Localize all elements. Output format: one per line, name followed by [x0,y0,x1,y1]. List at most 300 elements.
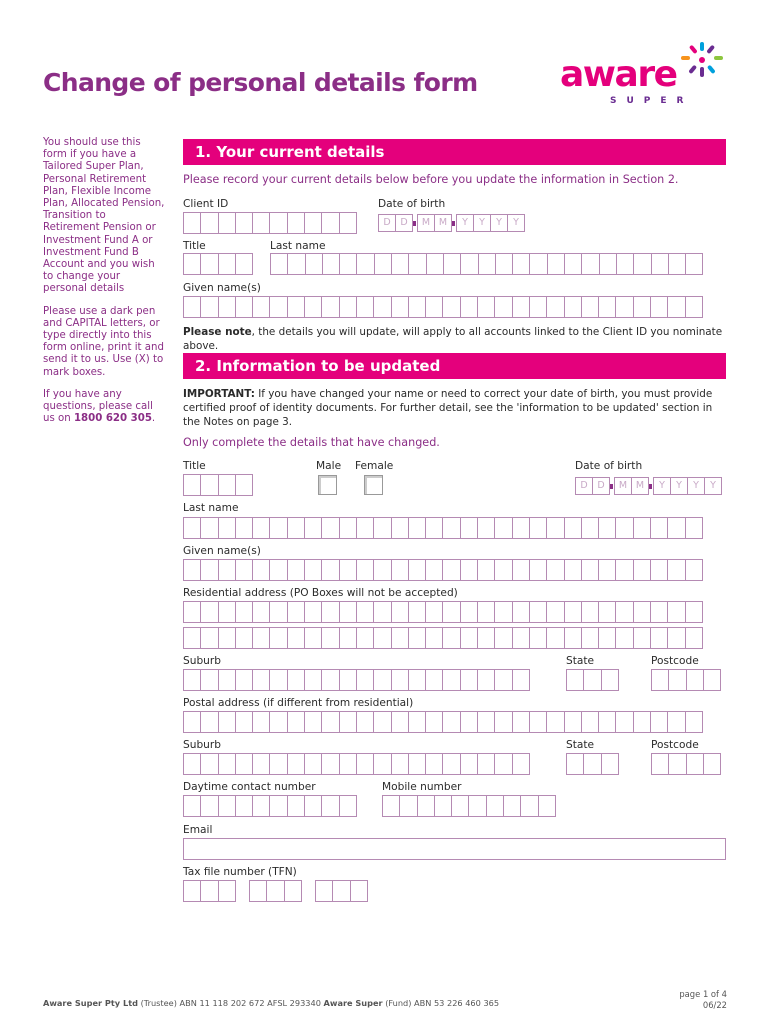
female-checkbox[interactable] [364,475,383,495]
char-box[interactable] [235,517,253,539]
char-box[interactable] [442,669,460,691]
char-box[interactable] [304,212,322,234]
dob-char-box[interactable]: Y [473,214,491,232]
char-box[interactable] [269,601,287,623]
char-box[interactable] [425,601,443,623]
char-box[interactable] [486,795,504,817]
char-box[interactable] [494,669,512,691]
char-box[interactable] [356,669,374,691]
char-box[interactable] [685,253,703,275]
char-box[interactable] [408,601,426,623]
char-box[interactable] [460,627,478,649]
char-box[interactable] [633,296,651,318]
char-box[interactable] [546,601,564,623]
char-box[interactable] [183,795,201,817]
char-box[interactable] [304,517,322,539]
char-box[interactable] [494,601,512,623]
char-box[interactable] [408,296,426,318]
char-box[interactable] [356,627,374,649]
char-box[interactable] [269,753,287,775]
char-box[interactable] [650,517,668,539]
char-box[interactable] [270,253,288,275]
char-box[interactable] [598,711,616,733]
char-box[interactable] [183,517,201,539]
char-box[interactable] [252,601,270,623]
char-box[interactable] [252,296,270,318]
char-box[interactable] [218,474,236,496]
dob-char-box[interactable]: D [592,477,610,495]
char-box[interactable] [305,253,323,275]
char-box[interactable] [200,669,218,691]
char-box[interactable] [468,795,486,817]
char-box[interactable] [460,517,478,539]
char-box[interactable] [200,880,218,902]
char-box[interactable] [598,627,616,649]
char-box[interactable] [287,669,305,691]
char-box[interactable] [391,627,409,649]
char-box[interactable] [269,669,287,691]
char-box[interactable] [287,711,305,733]
char-box[interactable] [442,517,460,539]
char-box[interactable] [633,711,651,733]
char-box[interactable] [477,559,495,581]
char-box[interactable] [235,669,253,691]
char-box[interactable] [512,253,530,275]
char-box[interactable] [442,601,460,623]
char-box[interactable] [460,253,478,275]
char-box[interactable] [322,253,340,275]
suburb-input[interactable] [183,669,529,691]
char-box[interactable] [339,669,357,691]
char-box[interactable] [581,296,599,318]
char-box[interactable] [200,795,218,817]
given-names-input-current[interactable] [183,296,702,318]
char-box[interactable] [284,880,302,902]
char-box[interactable] [650,559,668,581]
char-box[interactable] [339,517,357,539]
char-box[interactable] [477,601,495,623]
char-box[interactable] [442,627,460,649]
char-box[interactable] [287,601,305,623]
char-box[interactable] [529,711,547,733]
char-box[interactable] [269,212,287,234]
char-box[interactable] [451,795,469,817]
char-box[interactable] [651,753,669,775]
char-box[interactable] [546,711,564,733]
char-box[interactable] [425,669,443,691]
char-box[interactable] [391,296,409,318]
char-box[interactable] [183,296,201,318]
char-box[interactable] [321,753,339,775]
char-box[interactable] [651,253,669,275]
char-box[interactable] [332,880,350,902]
char-box[interactable] [183,880,201,902]
char-box[interactable] [235,795,253,817]
char-box[interactable] [200,296,218,318]
char-box[interactable] [252,711,270,733]
dob-char-box[interactable]: Y [653,477,671,495]
char-box[interactable] [373,559,391,581]
char-box[interactable] [304,753,322,775]
char-box[interactable] [633,601,651,623]
char-box[interactable] [564,627,582,649]
char-box[interactable] [425,296,443,318]
char-box[interactable] [321,559,339,581]
char-box[interactable] [235,627,253,649]
char-box[interactable] [315,880,333,902]
char-box[interactable] [564,559,582,581]
char-box[interactable] [668,753,686,775]
residential-address-line1[interactable] [183,601,702,623]
char-box[interactable] [529,253,547,275]
char-box[interactable] [633,627,651,649]
char-box[interactable] [287,559,305,581]
char-box[interactable] [583,753,601,775]
char-box[interactable] [503,795,521,817]
char-box[interactable] [686,753,704,775]
char-box[interactable] [200,627,218,649]
char-box[interactable] [529,601,547,623]
char-box[interactable] [391,559,409,581]
char-box[interactable] [494,711,512,733]
char-box[interactable] [382,795,400,817]
char-box[interactable] [581,627,599,649]
char-box[interactable] [391,753,409,775]
char-box[interactable] [668,253,686,275]
last-name-input-current[interactable] [270,253,702,275]
char-box[interactable] [183,669,201,691]
char-box[interactable] [477,753,495,775]
char-box[interactable] [477,517,495,539]
char-box[interactable] [417,795,435,817]
char-box[interactable] [546,559,564,581]
dob-char-box[interactable]: M [614,477,632,495]
char-box[interactable] [512,559,530,581]
char-box[interactable] [633,559,651,581]
char-box[interactable] [546,296,564,318]
char-box[interactable] [373,601,391,623]
char-box[interactable] [685,517,703,539]
char-box[interactable] [442,753,460,775]
char-box[interactable] [583,669,601,691]
char-box[interactable] [667,296,685,318]
char-box[interactable] [321,296,339,318]
char-box[interactable] [373,669,391,691]
postal-address-input[interactable] [183,711,702,733]
char-box[interactable] [339,627,357,649]
char-box[interactable] [546,627,564,649]
char-box[interactable] [218,212,236,234]
char-box[interactable] [200,517,218,539]
title-input-current[interactable] [183,253,252,275]
char-box[interactable] [252,517,270,539]
char-box[interactable] [494,627,512,649]
char-box[interactable] [651,669,669,691]
char-box[interactable] [667,601,685,623]
char-box[interactable] [512,296,530,318]
char-box[interactable] [399,795,417,817]
char-box[interactable] [564,601,582,623]
char-box[interactable] [495,253,513,275]
char-box[interactable] [633,517,651,539]
char-box[interactable] [547,253,565,275]
char-box[interactable] [356,601,374,623]
char-box[interactable] [598,517,616,539]
char-box[interactable] [218,601,236,623]
char-box[interactable] [538,795,556,817]
char-box[interactable] [287,753,305,775]
char-box[interactable] [218,296,236,318]
char-box[interactable] [287,212,305,234]
char-box[interactable] [304,711,322,733]
dob-input-new[interactable] [575,477,721,495]
char-box[interactable] [339,711,357,733]
char-box[interactable] [650,601,668,623]
char-box[interactable] [650,711,668,733]
char-box[interactable] [269,711,287,733]
char-box[interactable] [304,559,322,581]
dob-char-box[interactable]: Y [687,477,705,495]
char-box[interactable] [442,711,460,733]
client-id-input[interactable] [183,212,356,234]
char-box[interactable] [235,253,253,275]
char-box[interactable] [287,517,305,539]
char-box[interactable] [249,880,267,902]
dob-char-box[interactable]: Y [507,214,525,232]
char-box[interactable] [685,296,703,318]
char-box[interactable] [373,517,391,539]
char-box[interactable] [477,627,495,649]
char-box[interactable] [460,711,478,733]
char-box[interactable] [494,517,512,539]
char-box[interactable] [304,627,322,649]
char-box[interactable] [408,711,426,733]
char-box[interactable] [304,669,322,691]
char-box[interactable] [434,795,452,817]
char-box[interactable] [339,296,357,318]
dob-char-box[interactable]: Y [670,477,688,495]
char-box[interactable] [598,559,616,581]
char-box[interactable] [650,296,668,318]
char-box[interactable] [442,296,460,318]
char-box[interactable] [321,627,339,649]
char-box[interactable] [200,753,218,775]
char-box[interactable] [564,296,582,318]
char-box[interactable] [408,517,426,539]
dob-char-box[interactable]: M [631,477,649,495]
char-box[interactable] [512,669,530,691]
char-box[interactable] [200,601,218,623]
char-box[interactable] [615,296,633,318]
char-box[interactable] [512,517,530,539]
postal-postcode-input[interactable] [651,753,720,775]
char-box[interactable] [218,559,236,581]
char-box[interactable] [218,627,236,649]
char-box[interactable] [685,559,703,581]
char-box[interactable] [339,601,357,623]
char-box[interactable] [200,212,218,234]
char-box[interactable] [633,253,651,275]
char-box[interactable] [425,711,443,733]
char-box[interactable] [373,296,391,318]
char-box[interactable] [183,253,201,275]
char-box[interactable] [615,601,633,623]
char-box[interactable] [408,753,426,775]
char-box[interactable] [667,559,685,581]
dob-input-current[interactable] [378,214,524,232]
char-box[interactable] [616,253,634,275]
char-box[interactable] [218,711,236,733]
char-box[interactable] [269,296,287,318]
dob-char-box[interactable]: Y [490,214,508,232]
char-box[interactable] [529,296,547,318]
char-box[interactable] [200,711,218,733]
char-box[interactable] [703,753,721,775]
char-box[interactable] [356,753,374,775]
char-box[interactable] [183,474,201,496]
char-box[interactable] [183,559,201,581]
char-box[interactable] [321,517,339,539]
residential-address-line2[interactable] [183,627,702,649]
char-box[interactable] [252,212,270,234]
char-box[interactable] [601,753,619,775]
postal-state-input[interactable] [566,753,618,775]
char-box[interactable] [425,753,443,775]
char-box[interactable] [183,627,201,649]
char-box[interactable] [287,296,305,318]
char-box[interactable] [287,627,305,649]
char-box[interactable] [703,669,721,691]
char-box[interactable] [615,517,633,539]
char-box[interactable] [321,795,339,817]
char-box[interactable] [321,711,339,733]
tfn-input-group2[interactable] [249,880,301,902]
char-box[interactable] [442,559,460,581]
char-box[interactable] [566,753,584,775]
char-box[interactable] [425,627,443,649]
char-box[interactable] [686,669,704,691]
char-box[interactable] [460,601,478,623]
char-box[interactable] [477,669,495,691]
char-box[interactable] [391,601,409,623]
char-box[interactable] [494,753,512,775]
char-box[interactable] [252,559,270,581]
char-box[interactable] [426,253,444,275]
char-box[interactable] [460,669,478,691]
char-box[interactable] [529,559,547,581]
char-box[interactable] [566,669,584,691]
char-box[interactable] [218,795,236,817]
char-box[interactable] [339,212,357,234]
char-box[interactable] [183,711,201,733]
char-box[interactable] [339,559,357,581]
char-box[interactable] [529,627,547,649]
char-box[interactable] [321,669,339,691]
char-box[interactable] [564,253,582,275]
char-box[interactable] [235,753,253,775]
tfn-input-group1[interactable] [183,880,235,902]
char-box[interactable] [200,253,218,275]
char-box[interactable] [598,296,616,318]
char-box[interactable] [269,517,287,539]
char-box[interactable] [252,795,270,817]
male-checkbox[interactable] [318,475,337,495]
char-box[interactable] [667,517,685,539]
char-box[interactable] [581,253,599,275]
char-box[interactable] [183,212,201,234]
char-box[interactable] [356,559,374,581]
last-name-input-new[interactable] [183,517,702,539]
char-box[interactable] [339,753,357,775]
char-box[interactable] [356,517,374,539]
char-box[interactable] [685,711,703,733]
char-box[interactable] [599,253,617,275]
char-box[interactable] [218,880,236,902]
char-box[interactable] [581,559,599,581]
char-box[interactable] [581,711,599,733]
char-box[interactable] [477,711,495,733]
email-input[interactable] [183,838,726,860]
dob-char-box[interactable]: Y [456,214,474,232]
char-box[interactable] [512,753,530,775]
char-box[interactable] [667,627,685,649]
char-box[interactable] [601,669,619,691]
char-box[interactable] [546,517,564,539]
char-box[interactable] [520,795,538,817]
char-box[interactable] [581,601,599,623]
char-box[interactable] [408,559,426,581]
dob-char-box[interactable]: D [395,214,413,232]
dob-char-box[interactable]: M [434,214,452,232]
char-box[interactable] [494,296,512,318]
char-box[interactable] [218,253,236,275]
mobile-number-input[interactable] [382,795,555,817]
char-box[interactable] [287,253,305,275]
char-box[interactable] [373,753,391,775]
char-box[interactable] [529,517,547,539]
char-box[interactable] [374,253,392,275]
char-box[interactable] [443,253,461,275]
char-box[interactable] [685,627,703,649]
char-box[interactable] [252,627,270,649]
char-box[interactable] [425,517,443,539]
char-box[interactable] [615,627,633,649]
char-box[interactable] [391,517,409,539]
given-names-input-new[interactable] [183,559,702,581]
char-box[interactable] [581,517,599,539]
char-box[interactable] [598,601,616,623]
dob-char-box[interactable]: Y [704,477,722,495]
char-box[interactable] [252,753,270,775]
char-box[interactable] [373,627,391,649]
char-box[interactable] [391,253,409,275]
char-box[interactable] [304,296,322,318]
char-box[interactable] [183,601,201,623]
char-box[interactable] [478,253,496,275]
char-box[interactable] [200,474,218,496]
char-box[interactable] [650,627,668,649]
dob-char-box[interactable]: D [575,477,593,495]
char-box[interactable] [321,601,339,623]
char-box[interactable] [356,296,374,318]
char-box[interactable] [408,253,426,275]
char-box[interactable] [304,601,322,623]
char-box[interactable] [218,753,236,775]
char-box[interactable] [373,711,391,733]
dob-char-box[interactable]: D [378,214,396,232]
char-box[interactable] [564,517,582,539]
char-box[interactable] [218,669,236,691]
